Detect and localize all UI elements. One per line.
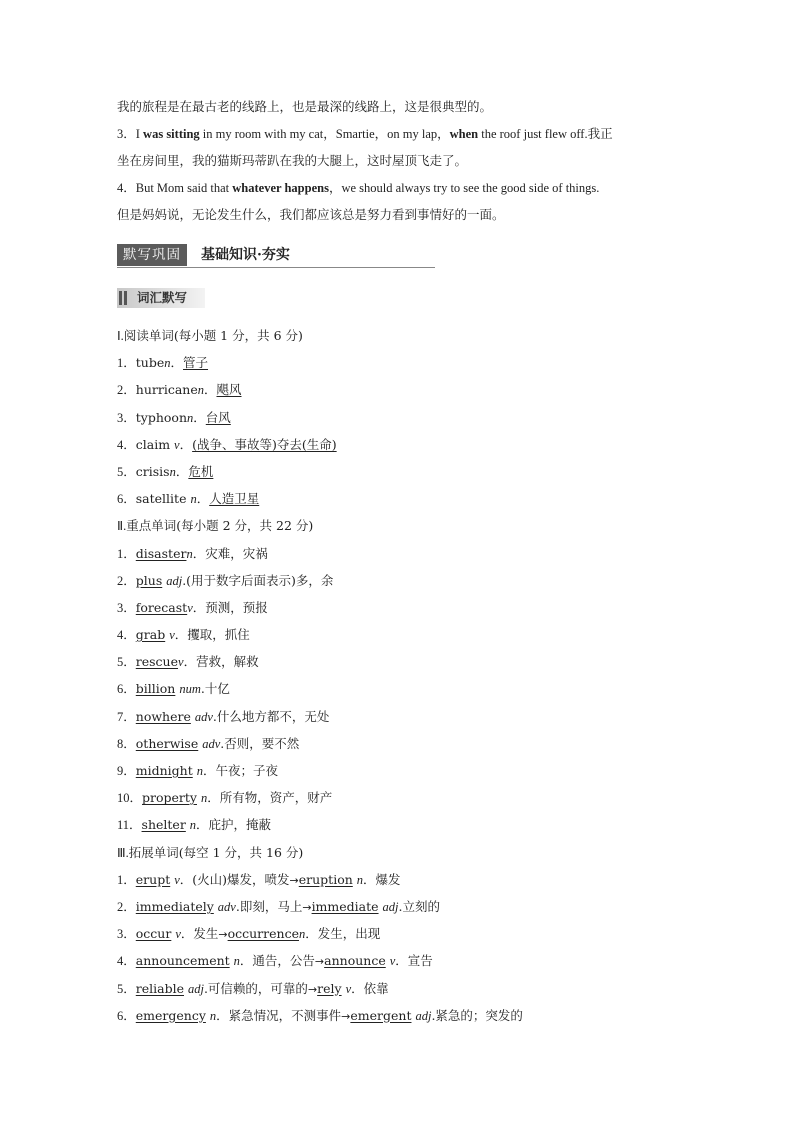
answer-text: 危机 [188,463,214,479]
answer-text: rescue [135,654,179,670]
vocab-item [117,975,687,1002]
text-run: ．爆发 [363,871,401,887]
sentence-line [117,93,687,120]
text-run: n [164,356,171,371]
text-run: whatever happens [232,181,329,195]
text-run: ．(火山)爆发，喷发 [179,871,290,887]
section-banner [117,241,435,269]
text-run: v [174,437,180,452]
text-run: adj [187,981,204,996]
answer-text: 飓风 [216,382,242,398]
item-number: 4． [117,437,136,452]
arrow-icon: → [314,955,325,969]
text-run: n [298,927,306,942]
example-sentences [117,93,687,228]
text-run: v [169,628,175,643]
text-run: v [389,954,396,969]
item-number: 2． [117,899,136,914]
text-run: n [356,872,364,887]
text-run: v [175,927,181,942]
item-number: 2． [117,573,136,588]
text-run: v [187,600,193,615]
answer-text: emergency [135,1007,206,1023]
text-run: ．所有物，资产，财产 [207,790,333,806]
text-run: n [233,954,240,969]
text-run: ．紧急情况，不测事件 [216,1007,342,1023]
text-run: adj [382,899,399,914]
text-run: 4．But Mom said that [117,181,233,195]
item-number: 2． [117,383,136,398]
text-run: ．灾难，灾祸 [192,545,268,561]
section-underline [117,267,435,268]
text-run: crisis [135,463,170,479]
vocab-item [117,675,687,702]
text-run: ． [179,436,193,452]
item-number: 6． [117,682,136,697]
answer-text: (战争、事故等)夺去(生命) [192,436,337,452]
text-run: claim [135,436,175,452]
text-run: adv [217,899,236,914]
sentence-line [117,174,687,201]
answer-text: erupt [135,871,171,887]
answer-text: midnight [135,763,193,778]
sentence-line [117,120,687,147]
answer-text: shelter [141,817,186,833]
text-run: ． [196,491,210,507]
text-run: n [187,410,194,425]
text-run: v [345,981,352,996]
vocab-item [117,757,687,784]
item-number: 5． [117,655,136,670]
answer-text: occur [135,926,172,942]
answer-text: eruption [298,871,353,887]
arrow-icon: → [302,900,312,914]
group-heading: Ⅲ.拓展单词(每空 1 分，共 16 分) [117,844,304,860]
text-run: ．依靠 [351,980,389,996]
text-run: was sitting [143,127,200,141]
answer-text: grab [135,627,166,643]
item-number: 4． [117,628,136,643]
text-run: adj [166,573,183,588]
vocab-item [117,703,687,730]
text-run: ．宣告 [395,953,433,969]
item-number: 8． [117,736,136,751]
text-run: .什么地方都不，无处 [212,708,330,724]
item-number: 9． [117,764,136,778]
vocab-item [117,893,687,920]
vocab-item [117,1002,687,1029]
item-number: 11． [117,818,142,833]
item-number: 4． [117,954,136,969]
vocab-item [117,540,687,567]
text-run: 我正 [587,126,613,141]
answer-text: 台风 [205,409,231,425]
answer-text: plus [135,572,163,588]
subsection-label: 词汇默写 [137,290,188,305]
answer-text: announcement [135,953,230,969]
item-number: 10． [117,791,143,806]
text-run: n [200,791,208,806]
vocab-item [117,947,687,974]
text-run: num [179,682,201,697]
answer-text: rely [317,980,342,996]
text-run: typhoon [135,409,188,425]
answer-text: otherwise [135,735,199,751]
text-run: ．营救，解救 [183,654,259,670]
text-run: when [449,127,479,141]
text-run: n [189,818,197,833]
text-run: adj [415,1008,432,1023]
text-run: 但是妈妈说，无论发生什么，我们都应该总是努力看到事情好的一面。 [117,207,505,222]
item-number: 3． [117,410,136,425]
sentence-line [117,201,687,228]
text-run: n [209,1008,217,1023]
section-subtitle: 基础知识·夯实 [201,247,290,263]
text-run: .(用于数字后面表示)多，余 [182,572,334,588]
arrow-icon: → [341,1009,351,1023]
text-run: n [186,546,193,561]
text-run: ．午夜；子夜 [202,763,278,778]
answer-text: nowhere [135,708,191,724]
answer-text: billion [135,681,176,697]
sentence-line [117,147,687,174]
text-run: ．通告，公告 [239,953,315,969]
text-run: .十亿 [200,681,230,697]
text-run: tube [135,355,165,371]
text-run: .即刻，马上 [235,898,303,914]
answer-text: 人造卫星 [209,491,260,507]
vocab-item [117,784,687,811]
text-run: .立刻的 [398,898,440,914]
item-number: 1． [117,356,136,371]
vocab-item [117,567,687,594]
bars-icon [119,291,129,305]
item-number: 3． [117,600,136,615]
text-run: in my room with my cat，Smartie，on my lap， [199,127,450,141]
text-run: .紧急的；突发的 [431,1007,523,1023]
text-run: v [174,872,180,887]
text-run: n [190,492,197,507]
answer-text: immediate [311,898,379,914]
text-run: ．预测，预报 [192,599,268,615]
answer-text: disaster [135,545,187,561]
item-number: 1． [117,546,136,561]
answer-text: emergent [350,1007,412,1023]
text-run: ．庇护，掩蔽 [196,817,272,833]
text-run: ．发生，出现 [305,926,381,942]
text-run: satellite [135,491,191,507]
vocab-item [117,458,687,485]
vocab-item [117,920,687,947]
vocab-item [117,431,687,458]
arrow-icon: → [218,928,228,942]
item-number: 6． [117,492,136,507]
vocab-item [117,811,687,838]
vocab-item [117,349,687,376]
text-run: n [197,383,204,398]
vocab-item [117,866,687,893]
item-number: 3． [117,927,136,942]
item-number: 1． [117,872,136,887]
vocab-item [117,376,687,403]
text-run: 3．I [117,127,144,141]
answer-text: reliable [135,980,184,996]
group-heading: Ⅰ.阅读单词(每小题 1 分，共 6 分) [117,328,303,343]
vocab-item [117,594,687,621]
text-run: ．发生 [180,926,219,942]
text-run: ． [203,382,217,398]
text-run: .否则，要不然 [220,735,300,751]
text-run: 坐在房间里，我的猫斯玛蒂趴在我的大腿上，这时屋顶飞走了。 [117,153,468,168]
text-run: the roof just flew off. [478,127,588,141]
text-run: ，we should always try to see the good side of things. [328,181,600,195]
item-number: 6． [117,1008,136,1023]
item-number: 7． [117,709,136,724]
vocab-item [117,730,687,757]
answer-text: occurrence [227,926,299,942]
answer-text: property [142,790,197,806]
item-number: 5． [117,464,136,479]
text-run: hurricane [135,382,198,398]
text-run: 我的旅程是在最古老的线路上，也是最深的线路上，这是很典型的。 [117,99,493,114]
item-number: 5． [117,981,136,996]
group-heading: Ⅱ.重点单词(每小题 2 分，共 22 分) [117,518,314,534]
section-tag: 默写巩固 [117,244,187,266]
answer-text: announce [324,953,386,969]
text-run: adv [194,709,213,724]
answer-text: forecast [135,599,188,615]
answer-text: 管子 [183,355,209,371]
text-run: n [196,764,203,778]
arrow-icon: → [289,873,299,887]
text-run: .可信赖的，可靠的 [203,980,308,996]
vocab-item [117,485,687,512]
answer-text: immediately [135,898,214,914]
arrow-icon: → [307,982,318,996]
text-run: ． [175,463,189,479]
text-run: ．攫取，抓住 [174,627,250,643]
text-run: adv [202,736,221,751]
text-run: ． [193,409,206,425]
text-run: n [169,464,176,479]
vocab-item [117,404,687,431]
text-run: ． [170,355,184,371]
text-run: v [178,655,184,670]
vocab-item [117,648,687,675]
vocabulary-list [117,322,687,1029]
vocab-item [117,621,687,648]
subsection-banner [117,288,205,308]
